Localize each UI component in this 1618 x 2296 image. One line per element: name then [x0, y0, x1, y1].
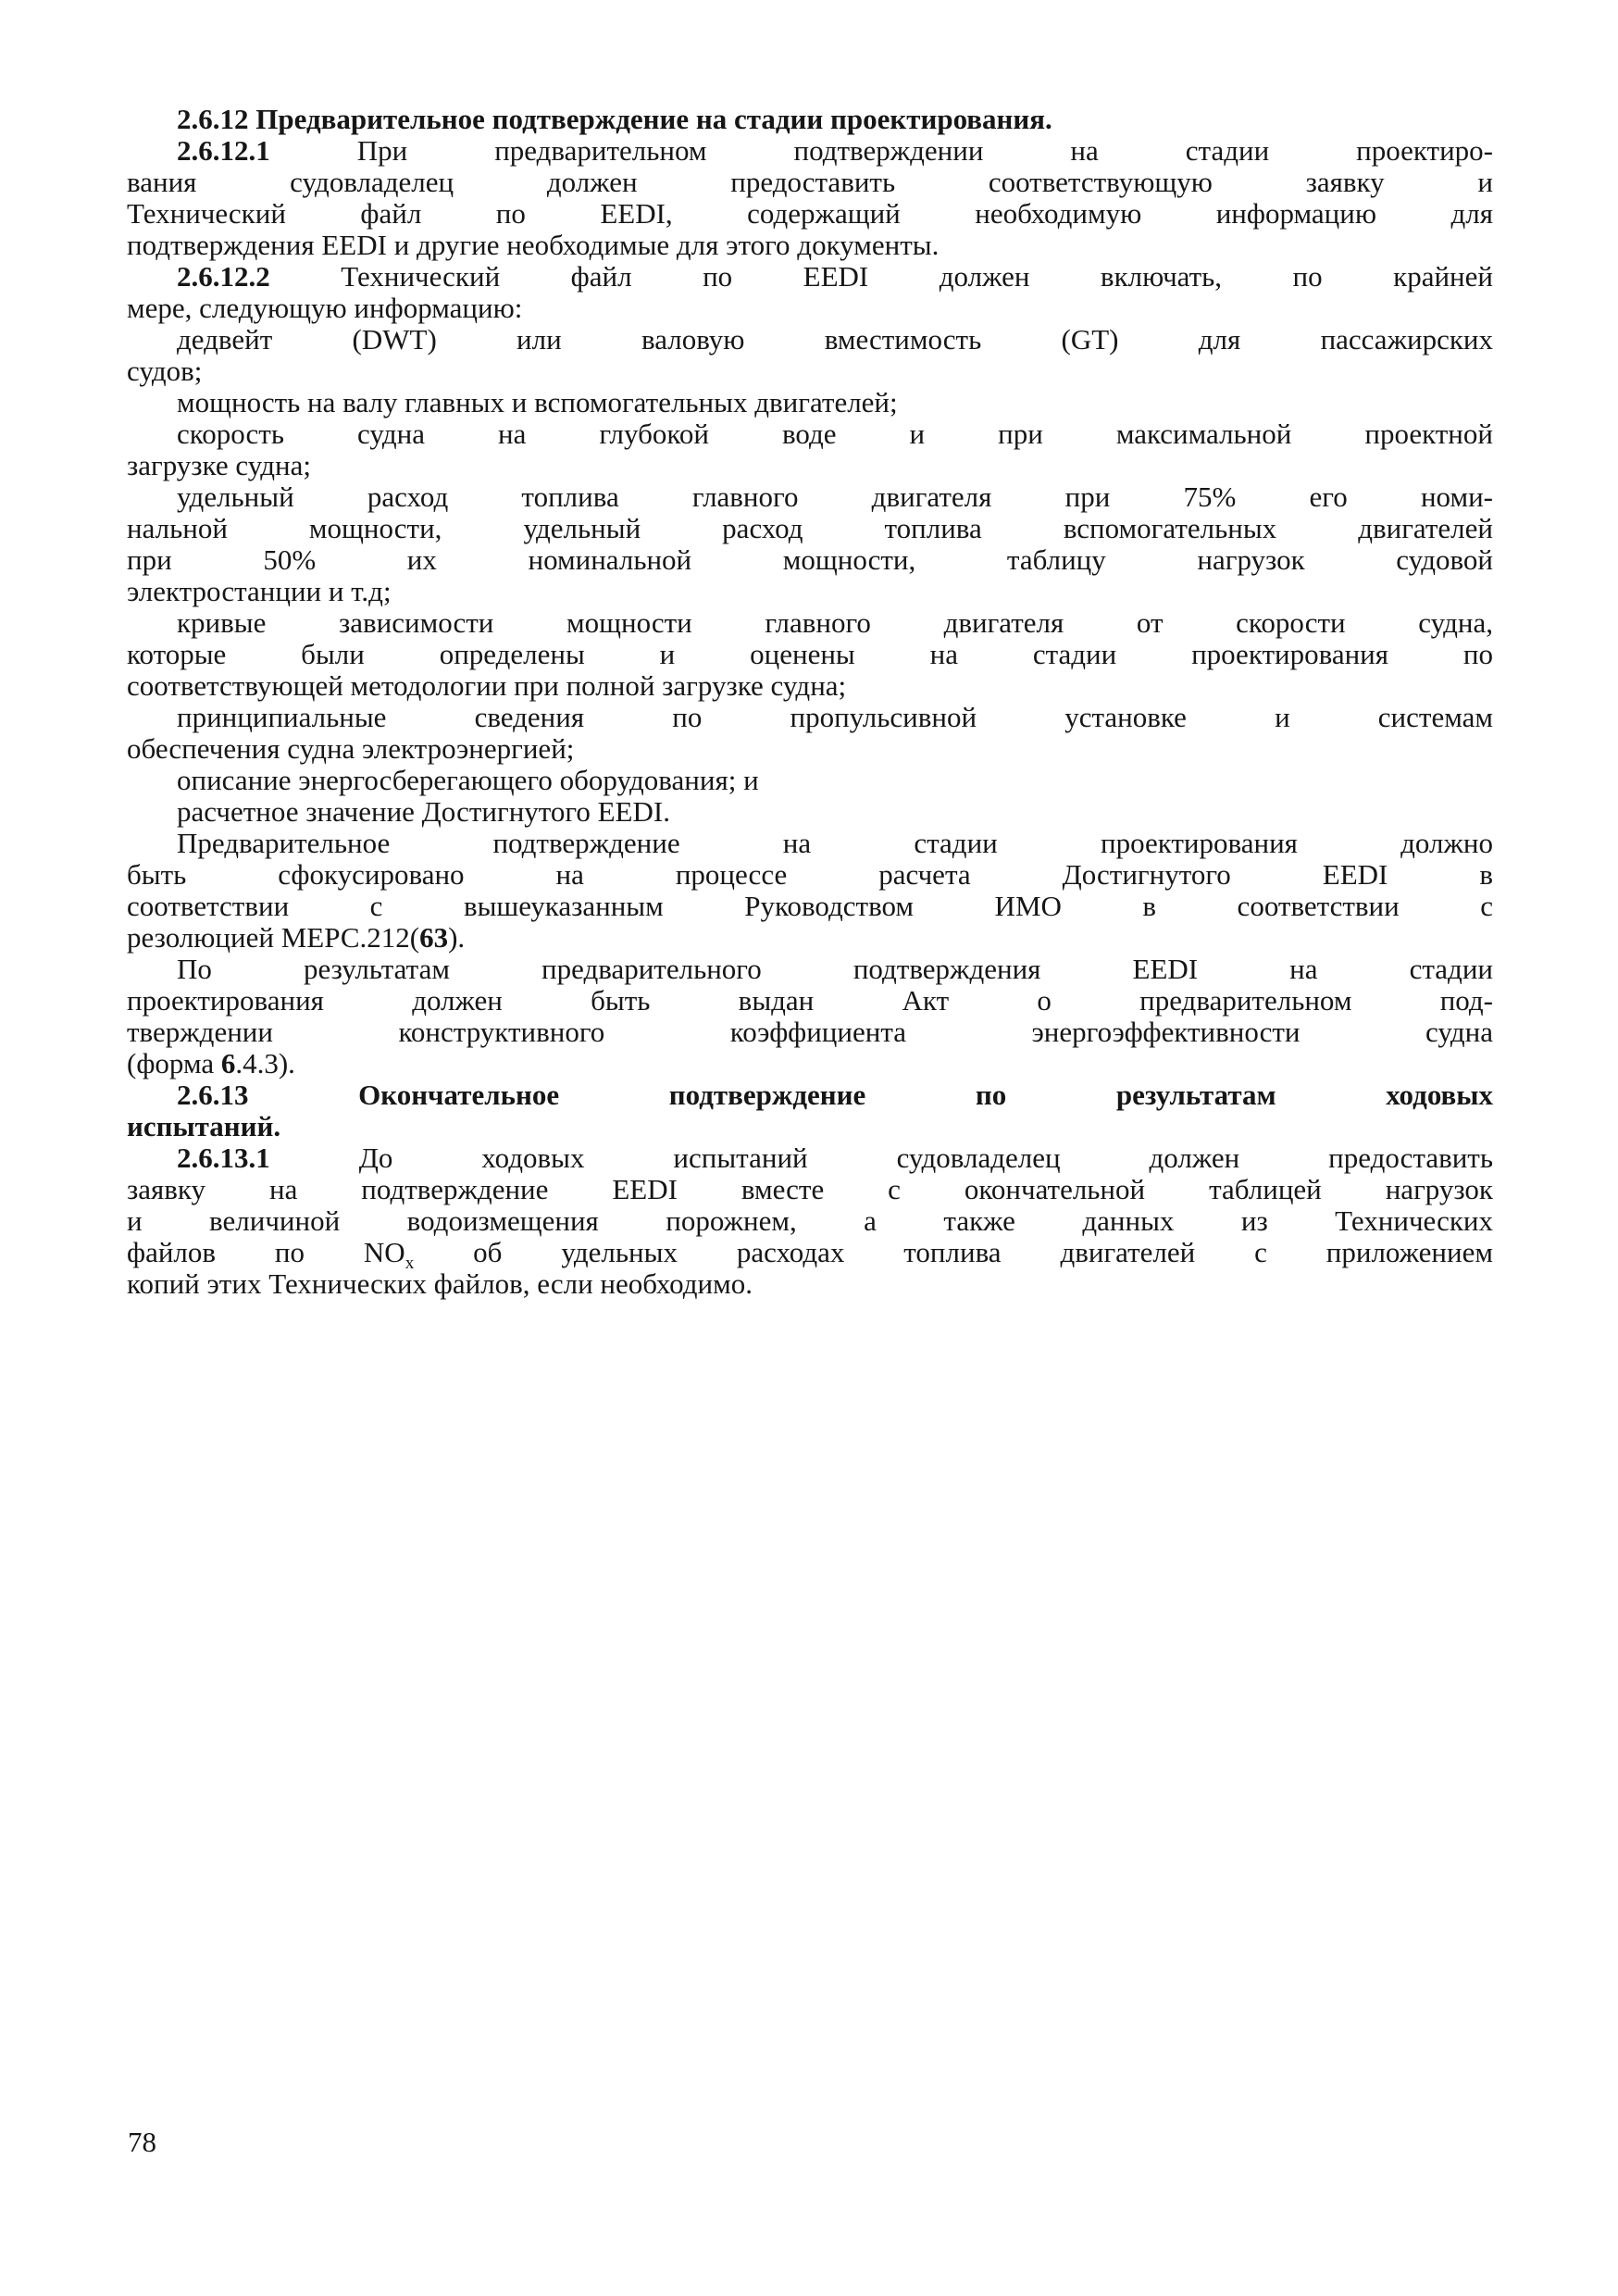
text-line-mepc-resolution [127, 922, 1493, 954]
text-line: нальной мощности, удельный расход топлива вспомогательных двигателей [127, 512, 1493, 544]
list-item-fuel-consumption: удельный расход топлива главного двигателя при 75% его номи- [177, 480, 1493, 513]
line-text: ). [448, 921, 466, 954]
paragraph-2-6-12-1-line [127, 135, 1493, 167]
subscript-x: x [404, 1254, 415, 1274]
paragraph-2-6-12-2-line [127, 261, 1493, 293]
text-line: и величиной водоизмещения порожнем, а также данных из Технических [127, 1204, 1493, 1237]
text-line: соответствующей методологии при полной загрузке судна; [127, 669, 847, 702]
text-line: копий этих Технических файлов, если необходимо. [127, 1267, 753, 1300]
line-text: При предварительном подтверждении на стадии проектиро- [269, 134, 1493, 167]
line-text: .4.3). [235, 1047, 295, 1079]
text-line: быть сфокусировано на процессе расчета Достигнутого EEDI в [127, 858, 1493, 891]
line-text: об удельных расходах топлива двигателей с приложением [414, 1236, 1493, 1268]
list-item-ship-speed: скорость судна на глубокой воде и при максимальной проектной [177, 418, 1493, 450]
text-line: тверждении конструктивного коэффициента энергоэффективности судна [127, 1016, 1493, 1048]
clause-number: 2.6.13.1 [177, 1142, 270, 1174]
text-line: мере, следующую информацию: [127, 292, 523, 324]
text-line: которые были определены и оценены на стадии проектирования по [127, 638, 1493, 670]
text-line: обеспечения судна электроэнергией; [127, 732, 575, 765]
line-text: резолюцией МЕРС.212( [127, 921, 420, 954]
clause-number: 2.6.12.1 [177, 134, 270, 167]
bold-reference: 6 [220, 1047, 236, 1079]
text-line: при 50% их номинальной мощности, таблицу нагрузок судовой [127, 543, 1493, 576]
line-text: Технический файл по EEDI должен включать, по крайней [269, 260, 1493, 293]
text-line: электростанции и т.д; [127, 575, 392, 607]
paragraph-results: По результатам предварительного подтверждения EEDI на стадии [177, 953, 1493, 985]
text-line: вания судовладелец должен предоставить соответствующую заявку и [127, 166, 1493, 198]
text-line-nox [127, 1236, 1493, 1274]
text-line: Технический файл по EEDI, содержащий необходимую информацию для [127, 197, 1493, 230]
paragraph-2-6-13-1-line [127, 1142, 1493, 1174]
section-heading-2-6-13-continued: испытаний. [127, 1110, 281, 1142]
text-line-form-reference [127, 1048, 1493, 1079]
section-heading-2-6-13: 2.6.13 Окончательное подтверждение по результатам ходовых [177, 1079, 1493, 1111]
text-line: проектирования должен быть выдан Акт о предварительном под- [127, 984, 1493, 1017]
text-line: заявку на подтверждение EEDI вместе с окончательной таблицей нагрузок [127, 1173, 1493, 1205]
text-line: соответствии с вышеуказанным Руководством ИМО в соответствии с [127, 890, 1493, 922]
paragraph-preliminary: Предварительное подтверждение на стадии проектирования должно [177, 827, 1493, 859]
text-line: судов; [127, 355, 203, 387]
list-item-energy-saving: описание энергосберегающего оборудования; и [177, 764, 759, 796]
clause-number: 2.6.12.2 [177, 260, 270, 293]
line-text: До ходовых испытаний судовладелец должен предоставить [269, 1142, 1493, 1174]
line-text: (форма [127, 1047, 221, 1079]
list-item-power-curves: кривые зависимости мощности главного двигателя от скорости судна, [177, 606, 1493, 639]
list-item-shaft-power: мощность на валу главных и вспомогательных двигателей; [177, 386, 898, 418]
list-item-deadweight: дедвейт (DWT) или валовую вместимость (GT) для пассажирских [177, 323, 1493, 356]
page-text [127, 104, 1493, 1300]
bold-reference: 63 [419, 921, 449, 954]
section-heading-2-6-12: 2.6.12 Предварительное подтверждение на стадии проектирования. [177, 103, 1052, 135]
line-text: файлов по NO [127, 1236, 405, 1268]
text-line: подтверждения EEDI и другие необходимые для этого документы. [127, 229, 940, 261]
list-item-attained-eedi: расчетное значение Достигнутого EEDI. [177, 795, 670, 828]
page-number: 78 [128, 2126, 156, 2158]
text-line: загрузке судна; [127, 449, 311, 481]
list-item-propulsion: принципиальные сведения по пропульсивной установке и системам [177, 701, 1493, 733]
